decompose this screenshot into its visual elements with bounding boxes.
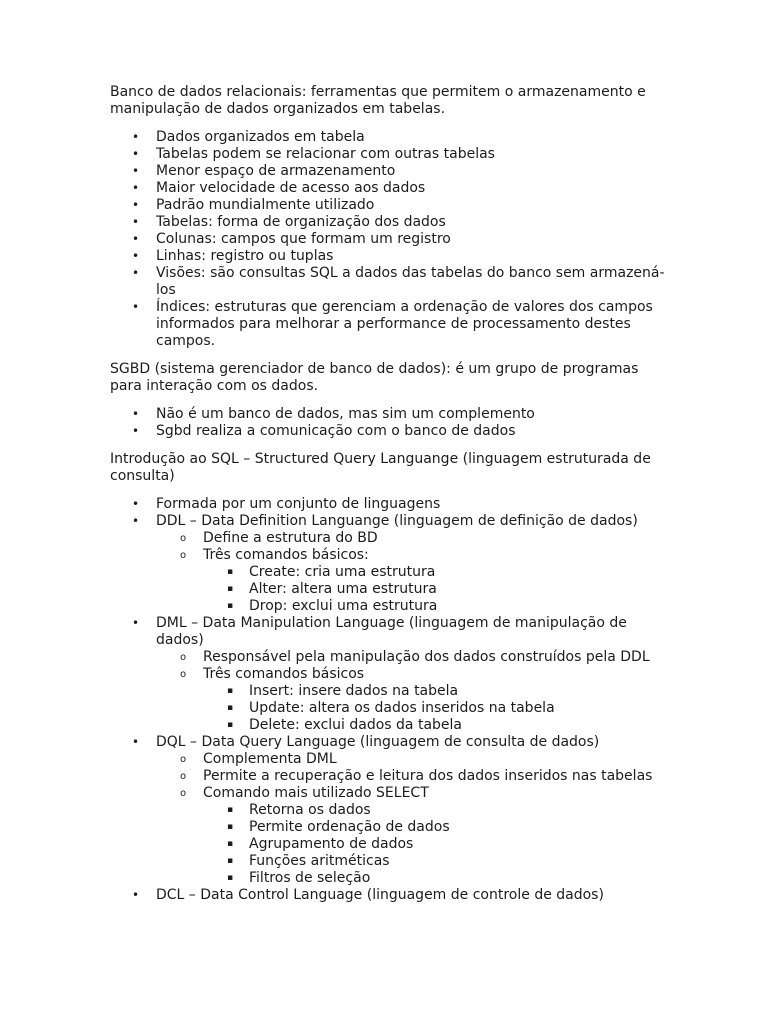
ddl-commands-list	[156, 564, 670, 615]
intro-paragraph: Banco de dados relacionais: ferramentas que permitem o armazenamento e manipulação de dados organizados em tabelas.	[110, 84, 646, 117]
circle-marker: o	[180, 788, 187, 799]
sub-list-item: o Responsável pela manipulação dos dados construídos pela DDL	[180, 649, 650, 665]
list-item: • Maior velocidade de acesso aos dados	[132, 180, 426, 196]
square-marker: ▪	[227, 822, 234, 832]
list-item: • Colunas: campos que formam um registro	[132, 231, 451, 247]
dql-sublist	[110, 751, 670, 887]
list-item: • Sgbd realiza a comunicação com o banco de dados	[132, 423, 516, 439]
list-item: • Tabelas: forma de organização dos dados	[132, 214, 446, 230]
bullet-marker: •	[132, 181, 140, 195]
bullet-marker: •	[132, 514, 140, 528]
ddl-sublist	[110, 530, 670, 615]
list-item: • Padrão mundialmente utilizado	[132, 197, 375, 213]
list-item-dql: • DQL – Data Query Language (linguagem de consulta de dados) o Complementa DML o Permite a recuperação e leitura dos dados inseridos nas tabelas o Comando mais utilizado SELECT ▪ Retorna os dados ▪ Permite ordenação de dados ▪ Agrupamento de dados ▪ Funções aritméticas ▪ Filtros de seleção	[110, 734, 670, 887]
circle-marker: o	[180, 754, 187, 765]
square-marker: ▪	[227, 839, 234, 849]
sub-list-item: o Complementa DML	[180, 751, 337, 767]
bullet-marker: •	[132, 249, 140, 263]
bullet-marker: •	[132, 232, 140, 246]
sub-list-item: o Define a estrutura do BD	[180, 530, 378, 546]
command-item: ▪ Drop: exclui uma estrutura	[227, 598, 438, 614]
list-item: • Linhas: registro ou tuplas	[132, 248, 334, 264]
command-item: ▪ Create: cria uma estrutura	[227, 564, 436, 580]
list-item-dcl: • DCL – Data Control Language (linguagem de controle de dados)	[132, 887, 604, 903]
square-marker: ▪	[227, 686, 234, 696]
list-item: • Não é um banco de dados, mas sim um complemento	[132, 406, 535, 422]
bullet-marker: •	[132, 735, 140, 749]
command-item: ▪ Agrupamento de dados	[227, 836, 414, 852]
bullet-marker: •	[132, 424, 140, 438]
circle-marker: o	[180, 652, 187, 663]
sql-intro-paragraph: Introdução ao SQL – Structured Query Languange (linguagem estruturada de consulta)	[110, 451, 651, 484]
command-item: ▪ Retorna os dados	[227, 802, 371, 818]
square-marker: ▪	[227, 873, 234, 883]
square-marker: ▪	[227, 856, 234, 866]
list-item: • Visões: são consultas SQL a dados das tabelas do banco sem armazená-los	[132, 265, 665, 298]
circle-marker: o	[180, 533, 187, 544]
circle-marker: o	[180, 669, 187, 680]
bullet-marker: •	[132, 616, 140, 630]
sql-list	[110, 496, 670, 904]
dml-sublist	[110, 649, 670, 734]
bullet-marker: •	[132, 266, 140, 280]
bullet-marker: •	[132, 497, 140, 511]
bullet-marker: •	[132, 147, 140, 161]
list-item: • Formada por um conjunto de linguagens	[132, 496, 441, 512]
list-item: • Menor espaço de armazenamento	[132, 163, 396, 179]
square-marker: ▪	[227, 720, 234, 730]
bullet-marker: •	[132, 215, 140, 229]
square-marker: ▪	[227, 567, 234, 577]
bullet-marker: •	[132, 198, 140, 212]
list-item: • Tabelas podem se relacionar com outras tabelas	[132, 146, 495, 162]
sub-list-item: o Permite a recuperação e leitura dos dados inseridos nas tabelas	[180, 768, 653, 784]
square-marker: ▪	[227, 703, 234, 713]
command-item: ▪ Funções aritméticas	[227, 853, 390, 869]
bullet-marker: •	[132, 130, 140, 144]
bullet-marker: •	[132, 300, 140, 314]
sgbd-list	[110, 406, 670, 440]
bullet-marker: •	[132, 407, 140, 421]
command-item: ▪ Delete: exclui dados da tabela	[227, 717, 462, 733]
relational-features-list	[110, 129, 670, 350]
bullet-marker: •	[132, 888, 140, 902]
dql-commands-list	[156, 802, 670, 887]
square-marker: ▪	[227, 601, 234, 611]
dml-commands-list	[156, 683, 670, 734]
list-item-dml: • DML – Data Manipulation Language (linguagem de manipulação de dados) o Responsável pela manipulação dos dados construídos pela DDL o Três comandos básicos ▪ Insert: insere dados na tabela ▪ Update: altera os dados inseridos na tabela ▪ Delete: exclui dados da tabela	[110, 615, 670, 734]
command-item: ▪ Filtros de seleção	[227, 870, 371, 886]
command-item: ▪ Insert: insere dados na tabela	[227, 683, 459, 699]
square-marker: ▪	[227, 584, 234, 594]
sub-list-item: o Três comandos básicos ▪ Insert: insere dados na tabela ▪ Update: altera os dados inseridos na tabela ▪ Delete: exclui dados da tabela	[156, 666, 670, 734]
bullet-marker: •	[132, 164, 140, 178]
list-item-ddl: • DDL – Data Definition Languange (linguagem de definição de dados) o Define a estrutura do BD o Três comandos básicos: ▪ Create: cria uma estrutura ▪ Alter: altera uma estrutura ▪ Drop: exclui uma estrutura	[110, 513, 670, 615]
sub-list-item: o Comando mais utilizado SELECT ▪ Retorna os dados ▪ Permite ordenação de dados ▪ Agrupamento de dados ▪ Funções aritméticas ▪ Filtros de seleção	[156, 785, 670, 887]
document-body	[110, 84, 670, 915]
list-item: • Índices: estruturas que gerenciam a ordenação de valores dos campos informados para melhorar a performance de processamento destes campos.	[132, 299, 653, 349]
circle-marker: o	[180, 550, 187, 561]
sub-list-item: o Três comandos básicos: ▪ Create: cria uma estrutura ▪ Alter: altera uma estrutura ▪ Drop: exclui uma estrutura	[156, 547, 670, 615]
square-marker: ▪	[227, 805, 234, 815]
circle-marker: o	[180, 771, 187, 782]
command-item: ▪ Alter: altera uma estrutura	[227, 581, 437, 597]
command-item: ▪ Permite ordenação de dados	[227, 819, 450, 835]
list-item: • Dados organizados em tabela	[132, 129, 365, 145]
command-item: ▪ Update: altera os dados inseridos na tabela	[227, 700, 555, 716]
sgbd-paragraph: SGBD (sistema gerenciador de banco de dados): é um grupo de programas para interação com os dados.	[110, 361, 639, 394]
